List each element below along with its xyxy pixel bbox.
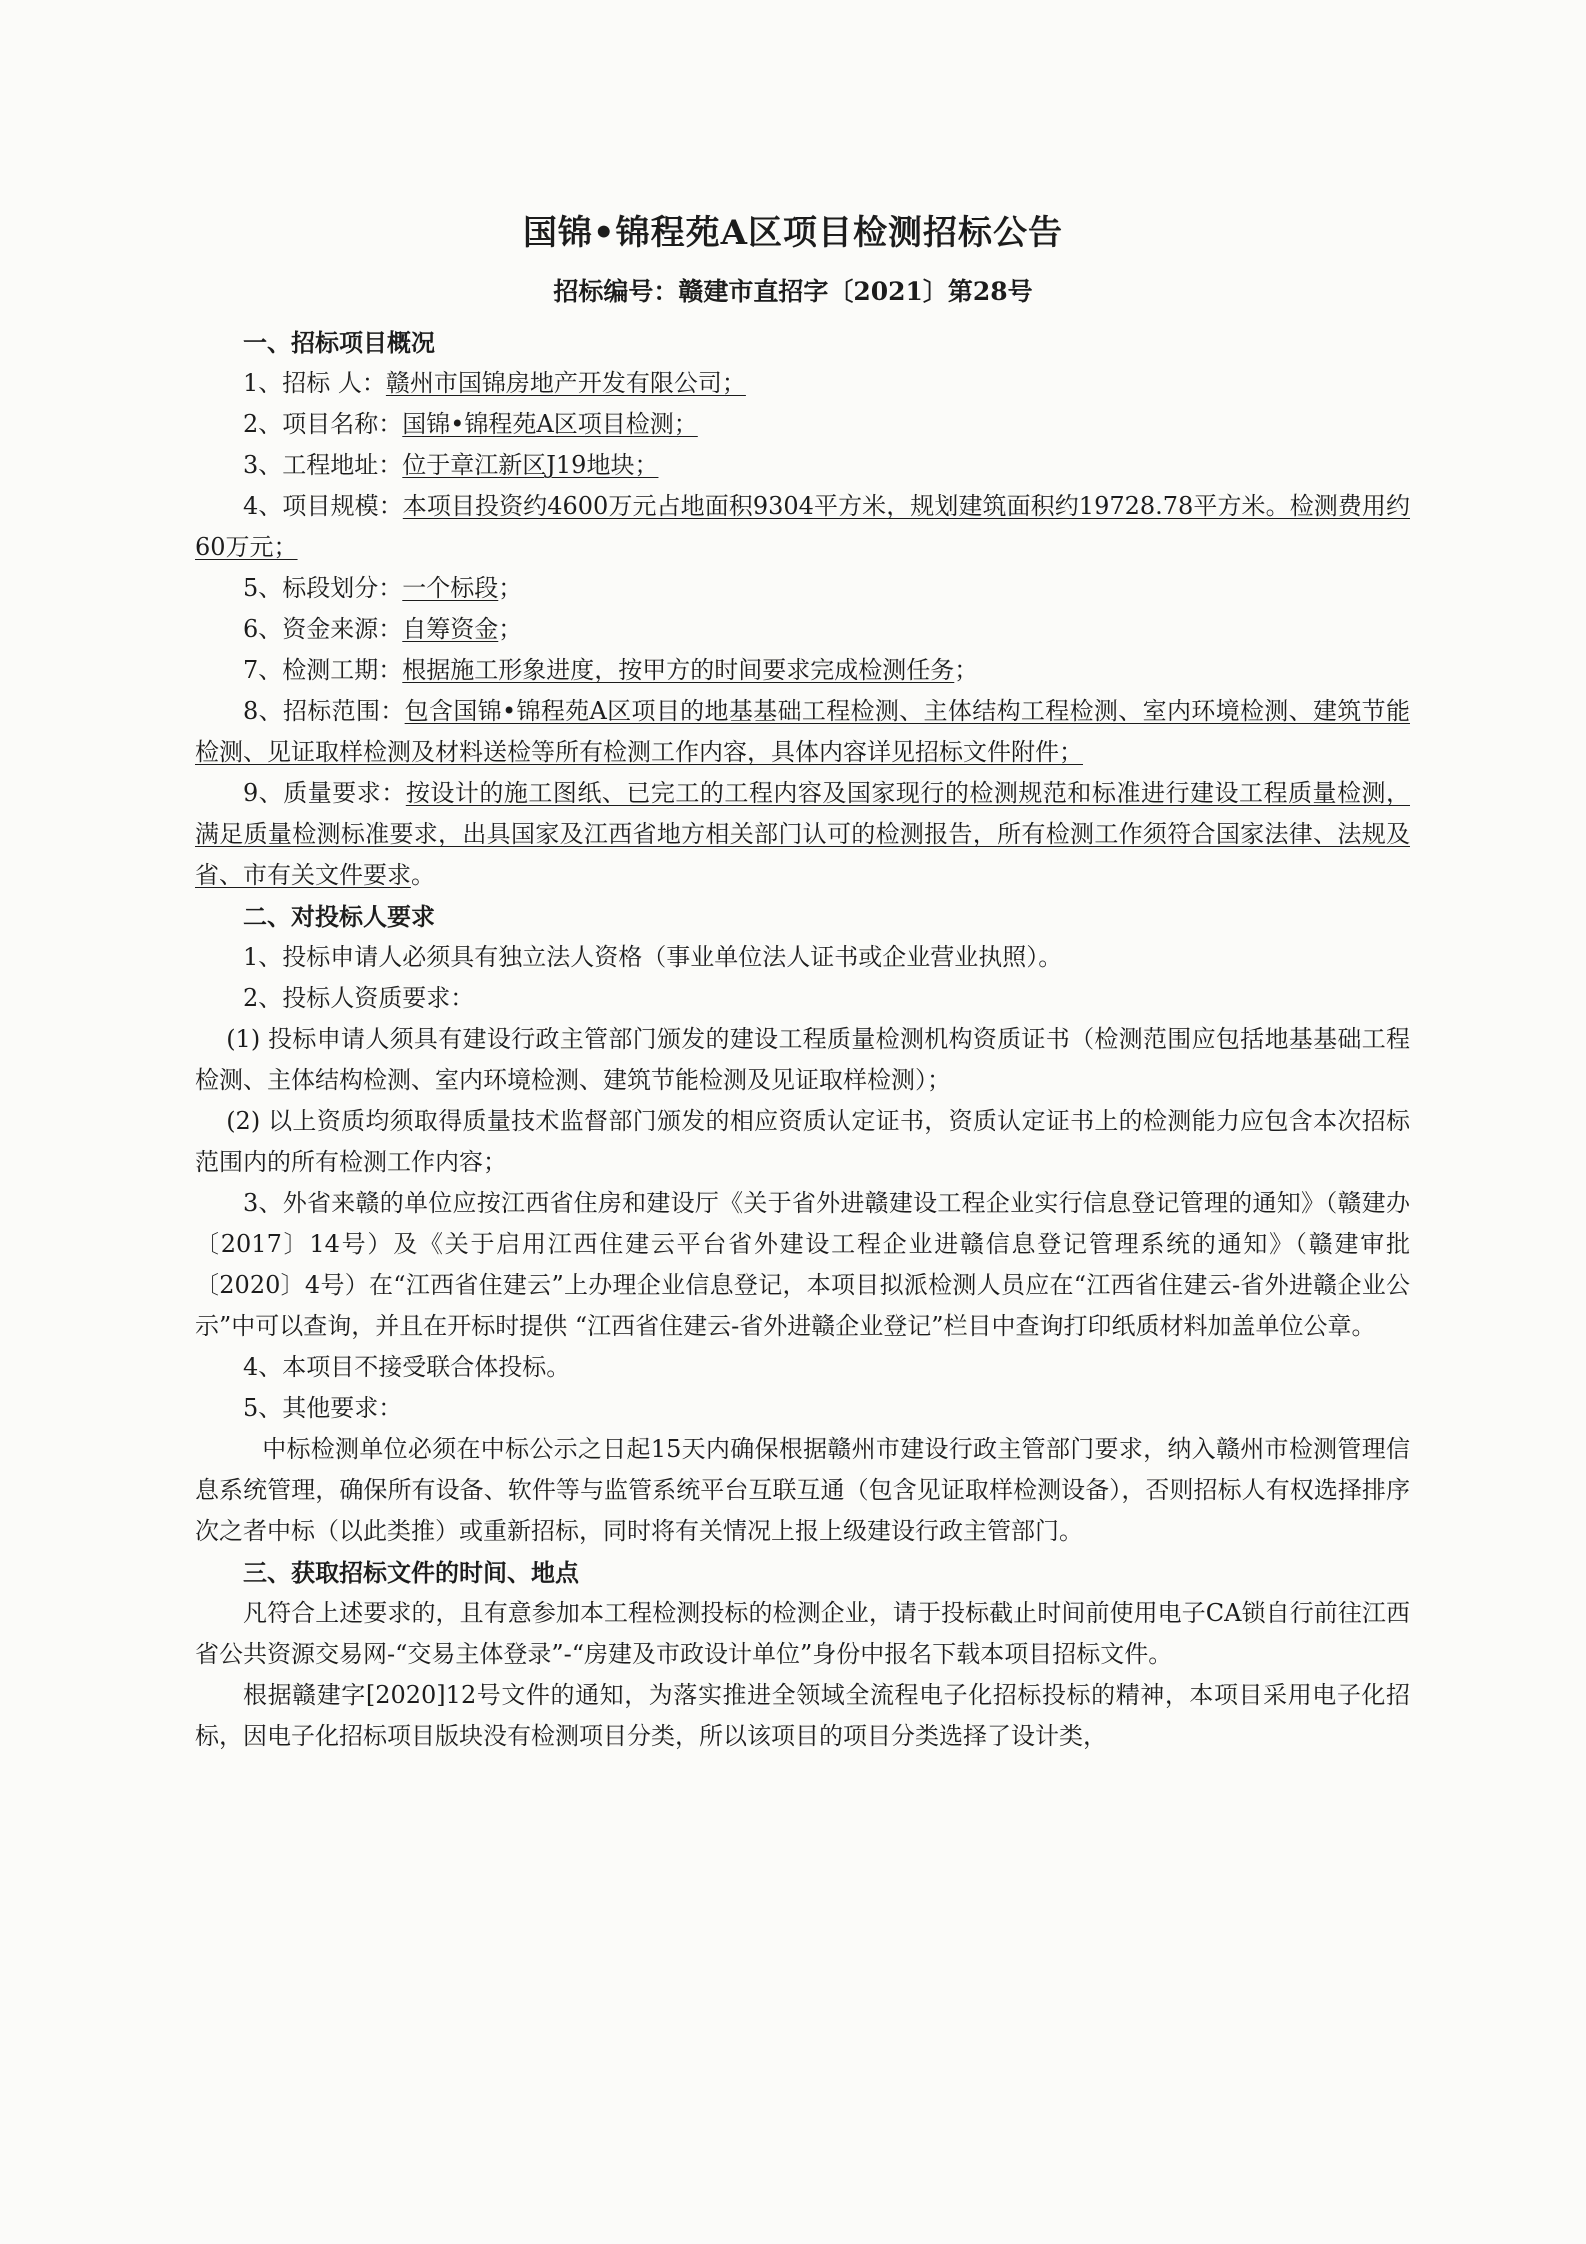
paragraph: 5、其他要求： <box>243 1394 403 1422</box>
item-value: 自筹资金 <box>402 615 499 643</box>
paragraph: (1) 投标申请人须具有建设行政主管部门颁发的建设工程质量检测机构资质证书（检测范围应包括地基基础工程检测、主体结构检测、室内环境检测、建筑节能检测及见证取样检测）； <box>195 1025 1410 1094</box>
paragraph: 中标检测单位必须在中标公示之日起15天内确保根据赣州市建设行政主管部门要求，纳入赣州市检测管理信息系统管理，确保所有设备、软件等与监管系统平台互联互通（包含见证取样检测设备），否则招标人有权选择排序次之者中标（以此类推）或重新招标，同时将有关情况上报上级建设行政主管部门。 <box>195 1435 1410 1545</box>
paragraph: 4、本项目不接受联合体投标。 <box>243 1353 571 1381</box>
item-label: 2、项目名称： <box>243 410 403 438</box>
item-value: 按设计的施工图纸、已完工的工程内容及国家现行的检测规范和标准进行建设工程质量检测，满足质量检测标准要求，出具国家及江西省地方相关部门认可的检测报告，所有检测工作须符合国家法律、法规及省、市有关文件要求 <box>195 779 1410 889</box>
item-end: ； <box>954 656 979 684</box>
paragraph: 3、外省来赣的单位应按江西省住房和建设厅《关于省外进赣建设工程企业实行信息登记管理的通知》（赣建办〔2017〕14号）及《关于启用江西住建云平台省外建设工程企业进赣信息登记管理系统的通知》（赣建审批〔2020〕4号）在“江西省住建云”上办理企业信息登记，本项目拟派检测人员应在“江西省住建云-省外进赣企业公示”中可以查询，并且在开标时提供 “江西省住建云-省外进赣企业登记”栏目中查询打印纸质材料加盖单位公章。 <box>195 1189 1410 1340</box>
item-end: 。 <box>411 861 435 889</box>
item-project-address <box>195 445 1410 486</box>
item-end: ； <box>498 574 523 602</box>
item-label: 7、检测工期： <box>243 656 403 684</box>
item-value: 本项目投资约4600万元占地面积9304平方米，规划建筑面积约19728.78平方米。检测费用约60万元； <box>195 492 1410 561</box>
document-body <box>195 322 1410 1757</box>
paragraph: 凡符合上述要求的，且有意参加本工程检测投标的检测企业，请于投标截止时间前使用电子CA锁自行前往江西省公共资源交易网-“交易主体登录”-“房建及市政设计单位”身份中报名下载本项目招标文件。 <box>195 1599 1410 1668</box>
item-quality-requirement <box>195 773 1410 896</box>
item-label: 6、资金来源： <box>243 615 403 643</box>
item-value: 包含国锦•锦程苑A区项目的地基基础工程检测、主体结构工程检测、室内环境检测、建筑节能检测、见证取样检测及材料送检等所有检测工作内容，具体内容详见招标文件附件； <box>195 697 1410 766</box>
item-tender-scope <box>195 691 1410 773</box>
item-label: 5、标段划分： <box>243 574 403 602</box>
paragraph: 1、投标申请人必须具有独立法人资格（事业单位法人证书或企业营业执照）。 <box>243 943 1063 971</box>
item-tenderer <box>195 363 1410 404</box>
item-label: 9、质量要求： <box>243 779 406 807</box>
section-heading-overview: 一、招标项目概况 <box>243 328 435 357</box>
item-value: 位于章江新区J19地块； <box>402 451 659 479</box>
item-end: ； <box>498 615 523 643</box>
document-title: 国锦•锦程苑A区项目检测招标公告 <box>522 213 1064 253</box>
item-value: 根据施工形象进度，按甲方的时间要求完成检测任务 <box>402 656 955 684</box>
paragraph: 根据赣建字[2020]12号文件的通知，为落实推进全领域全流程电子化招标投标的精神，本项目采用电子化招标，因电子化招标项目版块没有检测项目分类，所以该项目的项目分类选择了设计类， <box>195 1681 1410 1750</box>
item-project-scale <box>195 486 1410 568</box>
item-label: 4、项目规模： <box>243 492 403 520</box>
section-heading-obtain-documents: 三、获取招标文件的时间、地点 <box>243 1558 579 1587</box>
item-project-name <box>195 404 1410 445</box>
section-heading-bidder-requirements: 二、对投标人要求 <box>243 902 435 931</box>
item-value: 赣州市国锦房地产开发有限公司； <box>385 369 746 397</box>
item-lot-division <box>195 568 1410 609</box>
item-label: 3、工程地址： <box>243 451 403 479</box>
paragraph: 2、投标人资质要求： <box>243 984 475 1012</box>
item-value: 一个标段 <box>402 574 499 602</box>
paragraph: (2) 以上资质均须取得质量技术监督部门颁发的相应资质认定证书，资质认定证书上的检测能力应包含本次招标范围内的所有检测工作内容； <box>195 1107 1410 1176</box>
item-testing-period <box>195 650 1410 691</box>
item-funding-source <box>195 609 1410 650</box>
item-value: 国锦•锦程苑A区项目检测； <box>402 410 698 438</box>
item-label: 1、招标 人： <box>243 369 386 397</box>
item-label: 8、招标范围： <box>243 697 405 725</box>
tender-number: 招标编号：赣建市直招字〔2021〕第28号 <box>553 277 1033 306</box>
